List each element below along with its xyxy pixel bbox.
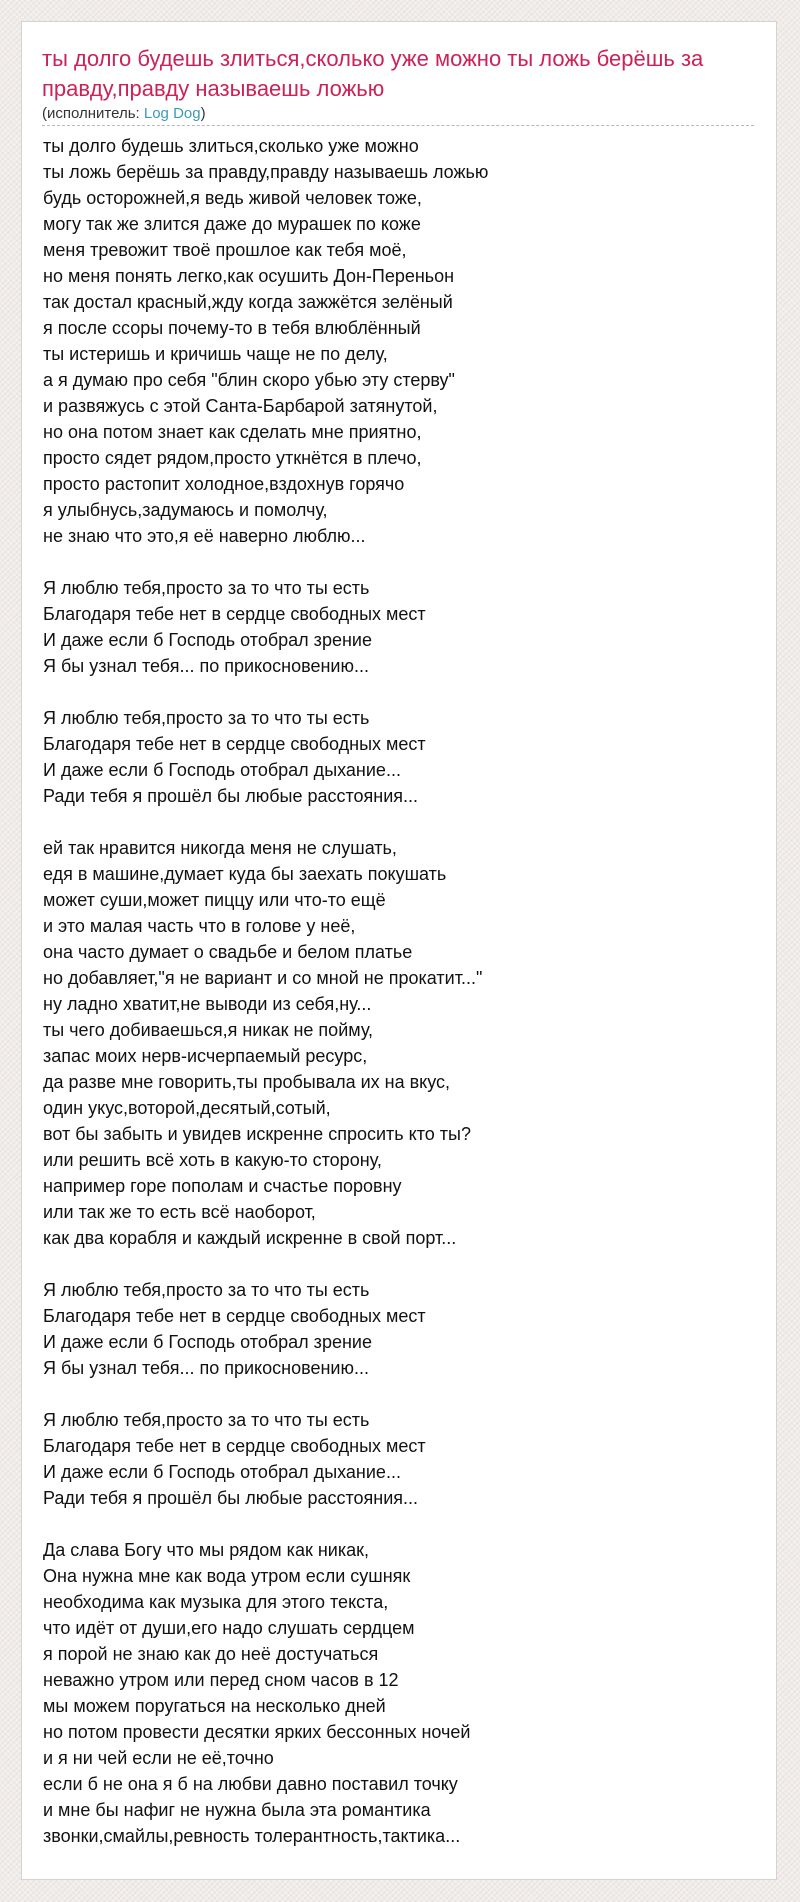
artist-line	[42, 105, 754, 123]
lyric-line: Да слава Богу что мы рядом как никак,	[43, 1540, 369, 1560]
lyric-line: а я думаю про себя "блин скоро убью эту стерву"	[43, 370, 455, 390]
lyrics-stanza	[43, 575, 755, 679]
lyric-line: Я люблю тебя,просто за то что ты есть	[43, 1410, 370, 1430]
artist-prefix: (исполнитель:	[42, 105, 144, 122]
lyric-line: и мне бы нафиг не нужна была эта романтика	[43, 1800, 431, 1820]
lyric-line: или так же то есть всё наоборот,	[43, 1202, 316, 1222]
lyric-line: и развяжусь с этой Санта-Барбарой затянутой,	[43, 396, 438, 416]
lyric-line: я порой не знаю как до неё достучаться	[43, 1644, 379, 1664]
lyric-line: Я люблю тебя,просто за то что ты есть	[43, 578, 370, 598]
lyrics-body	[43, 133, 755, 1875]
lyric-line: просто растопит холодное,вздохнув горячо	[43, 474, 405, 494]
lyric-line: так достал красный,жду когда зажжётся зелёный	[43, 292, 453, 312]
lyric-line: Я люблю тебя,просто за то что ты есть	[43, 1280, 370, 1300]
lyrics-stanza	[43, 1537, 755, 1849]
lyric-line: И даже если б Господь отобрал дыхание...	[43, 760, 401, 780]
lyric-line: необходима как музыка для этого текста,	[43, 1592, 389, 1612]
song-title: ты долго будешь злиться,сколько уже можно ты ложь берёшь за правду,правду называешь ложью	[42, 46, 704, 101]
lyric-line: да разве мне говорить,ты пробывала их на вкус,	[43, 1072, 451, 1092]
lyrics-stanza	[43, 133, 755, 549]
lyric-line: Я люблю тебя,просто за то что ты есть	[43, 708, 370, 728]
lyric-line: Ради тебя я прошёл бы любые расстояния...	[43, 786, 419, 806]
lyric-line: меня тревожит твоё прошлое как тебя моё,	[43, 240, 407, 260]
lyrics-card	[21, 21, 777, 1880]
lyric-line: например горе пополам и счастье поровну	[43, 1176, 402, 1196]
lyric-line: и это малая часть что в голове у неё,	[43, 916, 356, 936]
lyric-line: или решить всё хоть в какую-то сторону,	[43, 1150, 382, 1170]
lyric-line: я улыбнусь,задумаюсь и помолчу,	[43, 500, 328, 520]
lyric-line: ты истеришь и кричишь чаще не по делу,	[43, 344, 388, 364]
lyric-line: Благодаря тебе нет в сердце свободных мест	[43, 1436, 426, 1456]
lyric-line: ну ладно хватит,не выводи из себя,ну...	[43, 994, 372, 1014]
lyric-line: Благодаря тебе нет в сердце свободных мест	[43, 604, 426, 624]
lyric-line: Благодаря тебе нет в сердце свободных мест	[43, 734, 426, 754]
lyric-line: один укус,воторой,десятый,сотый,	[43, 1098, 331, 1118]
lyric-line: Я бы узнал тебя... по прикосновению...	[43, 656, 369, 676]
lyric-line: но меня понять легко,как осушить Дон-Переньон	[43, 266, 455, 286]
lyric-line: как два корабля и каждый искренне в свой порт...	[43, 1228, 457, 1248]
lyric-line: Благодаря тебе нет в сердце свободных мест	[43, 1306, 426, 1326]
lyric-line: едя в машине,думает куда бы заехать покушать	[43, 864, 447, 884]
lyric-line: но добавляет,"я не вариант и со мной не прокатит..."	[43, 968, 483, 988]
lyrics-stanza	[43, 1407, 755, 1511]
lyric-line: что идёт от души,его надо слушать сердцем	[43, 1618, 415, 1638]
lyric-line: И даже если б Господь отобрал зрение	[43, 630, 372, 650]
lyric-line: И даже если б Господь отобрал зрение	[43, 1332, 372, 1352]
song-header	[42, 44, 754, 126]
lyric-line: если б не она я б на любви давно поставил точку	[43, 1774, 458, 1794]
lyric-line: Она нужна мне как вода утром если сушняк	[43, 1566, 411, 1586]
lyric-line: могу так же злится даже до мурашек по коже	[43, 214, 421, 234]
lyric-line: но она потом знает как сделать мне приятно,	[43, 422, 422, 442]
lyric-line: звонки,смайлы,ревность толерантность,тактика...	[43, 1826, 461, 1846]
lyric-line: ты ложь берёшь за правду,правду называешь ложью	[43, 162, 489, 182]
lyrics-stanza	[43, 835, 755, 1251]
lyric-line: будь осторожней,я ведь живой человек тоже,	[43, 188, 422, 208]
lyric-line: Я бы узнал тебя... по прикосновению...	[43, 1358, 369, 1378]
lyric-line: неважно утром или перед сном часов в 12	[43, 1670, 399, 1690]
lyric-line: но потом провести десятки ярких бессонных ночей	[43, 1722, 471, 1742]
lyric-line: ты чего добиваешься,я никак не пойму,	[43, 1020, 374, 1040]
lyric-line: не знаю что это,я её наверно люблю...	[43, 526, 366, 546]
lyrics-stanza	[43, 705, 755, 809]
lyric-line: вот бы забыть и увидев искренне спросить кто ты?	[43, 1124, 471, 1144]
lyric-line: она часто думает о свадьбе и белом платье	[43, 942, 413, 962]
lyric-line: может суши,может пиццу или что-то ещё	[43, 890, 386, 910]
artist-suffix: )	[200, 105, 206, 122]
lyric-line: запас моих нерв-исчерпаемый ресурс,	[43, 1046, 368, 1066]
artist-link[interactable]: Log Dog	[143, 105, 201, 122]
lyric-line: Ради тебя я прошёл бы любые расстояния...	[43, 1488, 419, 1508]
lyric-line: и я ни чей если не её,точно	[43, 1748, 274, 1768]
lyric-line: мы можем поругаться на несколько дней	[43, 1696, 386, 1716]
lyric-line: я после ссоры почему-то в тебя влюблённый	[43, 318, 421, 338]
lyric-line: просто сядет рядом,просто уткнётся в плечо,	[43, 448, 422, 468]
lyric-line: ты долго будешь злиться,сколько уже можно	[43, 136, 419, 156]
lyric-line: И даже если б Господь отобрал дыхание...	[43, 1462, 401, 1482]
lyric-line: ей так нравится никогда меня не слушать,	[43, 838, 397, 858]
lyrics-stanza	[43, 1277, 755, 1381]
